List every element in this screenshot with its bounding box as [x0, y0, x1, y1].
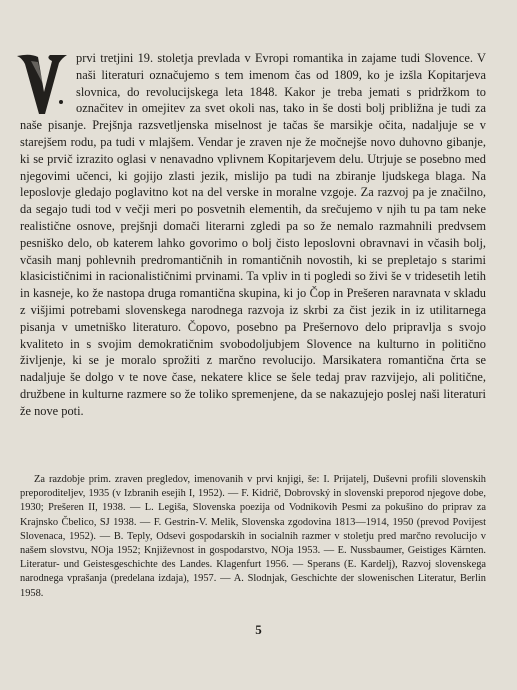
main-paragraph: prvi tretjini 19. stoletja prevlada v Evropi romantika in zajame tudi Slovence. V naši literaturi označujemo s tem imenom čas od 1809, ko je izšla Kopitarjeva slovnica, do revolucijskega leta 1848. Kakor je treba jemati s pridržkom to označitev in omejitev za svet okoli nas, tako in še dosti bolj približna je tudi za naše pisanje. Prejšnja razsvetljenska miselnost je tačas še marsikje očita, nadaljuje se v starejšem rodu, pa tudi v mlajšem. Vendar je zraven nje že močnejše novo duhovno gibanje, ki se prvič izrazito oglasi v nenavadno vplivnem Kopitarjevem delu. Utrjuje se posebno med njegovimi učenci, ki gojijo zlasti jezik, mislijo pa tudi na zbiranje ljudskega blaga. Na leposlovje gledajo poglavitno kot na del verske in moralne vzgoje. Za razvoj pa je značilno, da segajo tudi tod v večji meri po posvetnih elementih, da srečujemo v njih tu pa tam neke realistične osnove, prejšnji domači literarni zgledi pa so že nemalo razmahnili predvsem pesniško delo, ob katerem lahko govorimo o bolj čisto leposlovni obravnavi in včasih bolj, včasih manj pohlevnih predromantičnih in romantičnih novostih, ki se prepletajo s starimi klasicističnimi in racionalističnimi prvinami. Ta vpliv in ti pogledi so živi še v tridesetih letih in kasneje, ko že nastopa druga romantična skupina, ki jo Čop in Prešeren naravnata v skladu z višjimi potrebami slovenskega narodnega razvoja iz skrbi za čist jezik in iz utilitarnega pisanja v umetniško literaturo. Čopovo, posebno pa Prešernovo delo pripravlja s svojo kvaliteto in s svojim demokratičnim svobodoljubjem Slovence na kulturno in politično življenje, ki se je moralo sprožiti z marčno revolucijo. Marsikatera romantična črta se nadaljuje še dolgo v te nove čase, nekatere klice se šele tedaj prav razvijejo, ali politične, družbene in kulturne razmere so že toliko spremenjene, da se nakazujejo poslej naši literaturi že nove poti.	[20, 51, 486, 418]
ornamental-dropcap-v-icon	[16, 52, 68, 116]
bibliography-note: Za razdobje prim. zraven pregledov, imenovanih v prvi knjigi, še: I. Prijatelj, Duševni profili slovenskih preporoditeljev, 1935 (v Izbranih esejih I, 1952). — F. Kidrič, Dobrovský in slovenski preporod njegove dobe, 1930; Prešeren II, 1938. — L. Legiša, Slovenska poezija od Vodnikovih Pesmi za pokušino do priprav za Krajnsko Čbelico, SJ 1938. — F. Gestrin-V. Melik, Slovenska zgodovina 1813—1914, 1950 (prevod Povijest Slovenaca, 1952). — B. Teply, Odsevi gospodarskih in socialnih razmer v stoletju pred marčno revolucijo v našem slovstvu, NOja 1952; Književnost in gospodarstvo, NOja 1953. — E. Nussbaumer, Geistiges Kärnten. Literatur- und Geistesgeschichte des Landes. Klagenfurt 1956. — Sperans (E. Kardelj), Razvoj slovenskega narodnega vprašanja (predelana izdaja), 1957. — A. Slodnjak, Geschichte der slowenischen Literatur, Berlin 1958.	[20, 474, 486, 599]
page-number: 5	[255, 622, 262, 637]
main-text-block	[20, 50, 486, 420]
